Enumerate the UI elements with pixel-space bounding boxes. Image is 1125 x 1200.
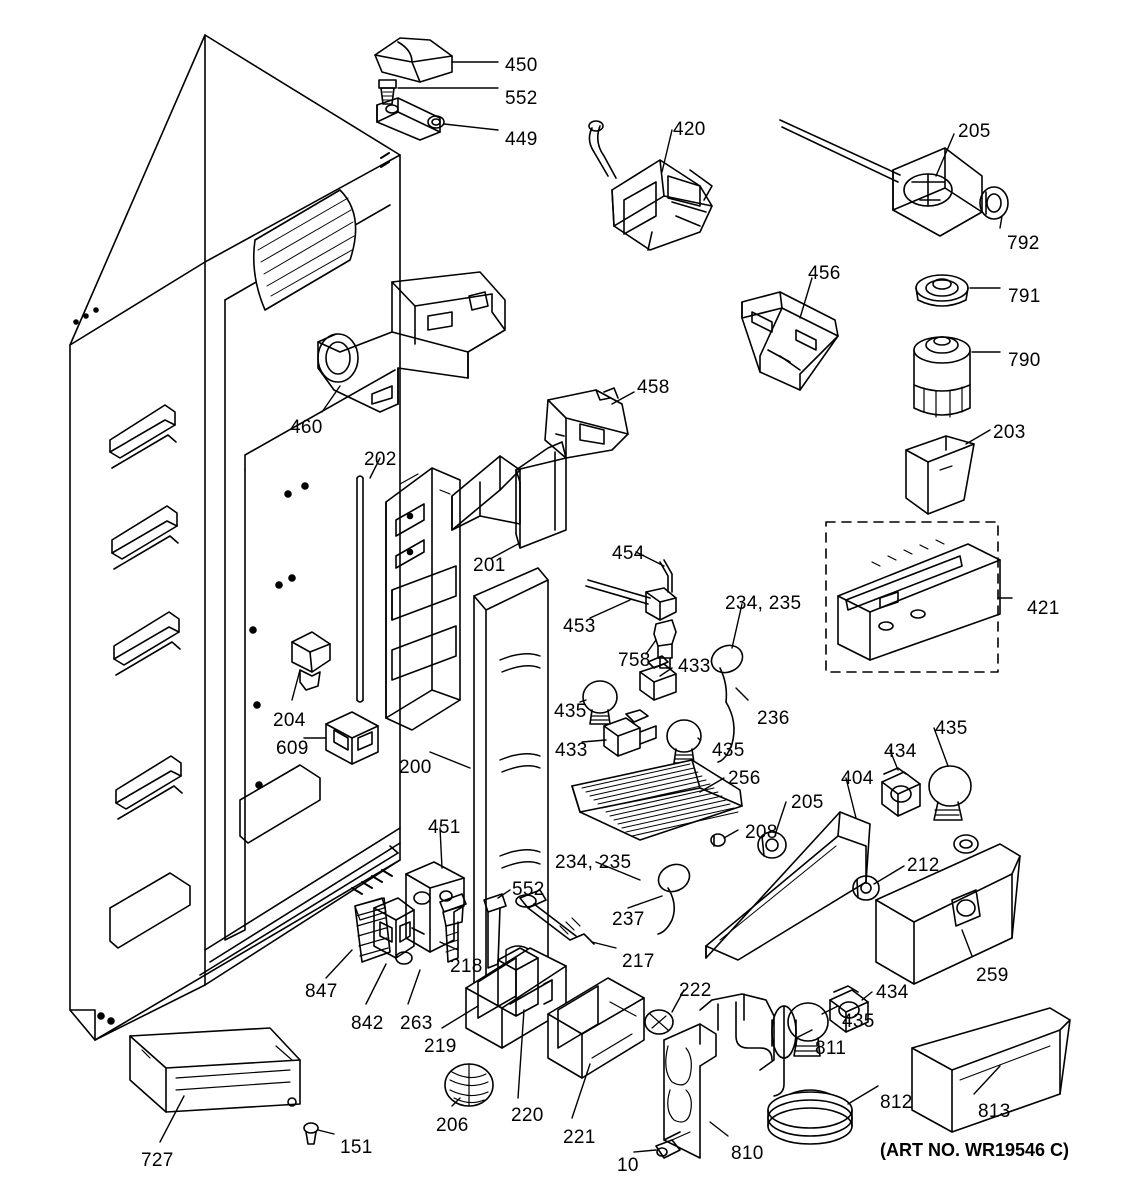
part-811-tube-assembly xyxy=(700,994,796,1096)
part-552-screw xyxy=(379,80,396,104)
callout-420: 420 xyxy=(673,119,706,140)
callout-451: 451 xyxy=(428,817,461,838)
callout-217: 217 xyxy=(622,951,655,972)
callout-847: 847 xyxy=(305,981,338,1002)
callout-206: 206 xyxy=(436,1115,469,1136)
callout-434: 434 xyxy=(876,982,909,1003)
callout-435: 435 xyxy=(554,701,587,722)
callout-222: 222 xyxy=(679,980,712,1001)
callout-552: 552 xyxy=(505,88,538,109)
part-259-door-bin xyxy=(876,835,1020,984)
callout-234-235: 234, 235 xyxy=(555,852,632,873)
callout-200: 200 xyxy=(399,757,432,778)
callout-256: 256 xyxy=(728,768,761,789)
callout-454: 454 xyxy=(612,543,645,564)
part-435-bulb-upper xyxy=(583,681,617,724)
part-201-duct-cover xyxy=(452,442,566,548)
callout-151: 151 xyxy=(340,1137,373,1158)
part-208-grommet xyxy=(711,834,725,846)
part-435-bulb-right-upper xyxy=(929,766,971,820)
part-151-screw xyxy=(304,1123,318,1144)
part-263-stud xyxy=(440,894,466,962)
callout-450: 450 xyxy=(505,55,538,76)
callout-259: 259 xyxy=(976,965,1009,986)
part-205-filter-head xyxy=(780,120,982,236)
callout-10: 10 xyxy=(617,1155,639,1176)
callout-727: 727 xyxy=(141,1150,174,1171)
part-434-socket-upper xyxy=(882,768,920,816)
part-203-cover xyxy=(906,436,974,514)
callout-212: 212 xyxy=(907,855,940,876)
callout-221: 221 xyxy=(563,1127,596,1148)
callout-453: 453 xyxy=(563,616,596,637)
callout-218: 218 xyxy=(450,956,483,977)
part-810-reservoir xyxy=(656,1024,716,1158)
callout-792: 792 xyxy=(1007,233,1040,254)
part-792-seal xyxy=(980,187,1008,219)
callout-791: 791 xyxy=(1008,286,1041,307)
callout-435: 435 xyxy=(935,718,968,739)
callout-460: 460 xyxy=(290,417,323,438)
callout-205: 205 xyxy=(958,121,991,142)
callout-842: 842 xyxy=(351,1013,384,1034)
callout-435: 435 xyxy=(842,1011,875,1032)
cabinet-outline xyxy=(70,35,400,1040)
callout-813: 813 xyxy=(978,1101,1011,1122)
part-421-control-panel xyxy=(826,522,1000,672)
callout-263: 263 xyxy=(400,1013,433,1034)
callout-219: 219 xyxy=(424,1036,457,1057)
part-842-bracket xyxy=(374,898,414,964)
part-435-bulb-lower xyxy=(667,720,701,763)
callout-234-235: 234, 235 xyxy=(725,593,802,614)
callout-456: 456 xyxy=(808,263,841,284)
callout-552: 552 xyxy=(512,879,545,900)
callout-609: 609 xyxy=(276,738,309,759)
part-791-cap xyxy=(916,275,968,306)
callout-435: 435 xyxy=(712,740,745,761)
part-758-fitting xyxy=(654,620,676,668)
part-206-grille xyxy=(445,1064,493,1106)
callout-203: 203 xyxy=(993,422,1026,443)
part-458-damper xyxy=(545,388,628,458)
callout-208: 208 xyxy=(745,822,778,843)
callout-811: 811 xyxy=(815,1038,847,1059)
part-456-bracket xyxy=(742,292,838,390)
callout-449: 449 xyxy=(505,129,538,150)
callout-236: 236 xyxy=(757,708,790,729)
callout-201: 201 xyxy=(473,555,506,576)
callout-205: 205 xyxy=(791,792,824,813)
part-727-toe-grille xyxy=(130,1028,300,1112)
callout-434: 434 xyxy=(884,741,917,762)
callout-790: 790 xyxy=(1008,350,1041,371)
part-433-socket-lower xyxy=(604,710,656,756)
callout-404: 404 xyxy=(841,768,874,789)
callout-204: 204 xyxy=(273,710,306,731)
part-790-filter-cartridge xyxy=(914,337,970,417)
part-812-coiled-tubing xyxy=(768,1090,852,1144)
art-number-label: (ART NO. WR19546 C) xyxy=(880,1140,1070,1160)
part-450-hinge-cover xyxy=(375,38,452,82)
callout-433: 433 xyxy=(678,656,711,677)
callout-810: 810 xyxy=(731,1143,764,1164)
callout-812: 812 xyxy=(880,1092,913,1113)
callout-458: 458 xyxy=(637,377,670,398)
callout-758: 758 xyxy=(618,650,651,671)
callout-421: 421 xyxy=(1027,598,1060,619)
callout-220: 220 xyxy=(511,1105,544,1126)
callout-237: 237 xyxy=(612,909,645,930)
callout-433: 433 xyxy=(555,740,588,761)
callout-202: 202 xyxy=(364,449,397,470)
part-222-clip xyxy=(645,1010,673,1034)
part-256-shelf xyxy=(572,760,742,840)
